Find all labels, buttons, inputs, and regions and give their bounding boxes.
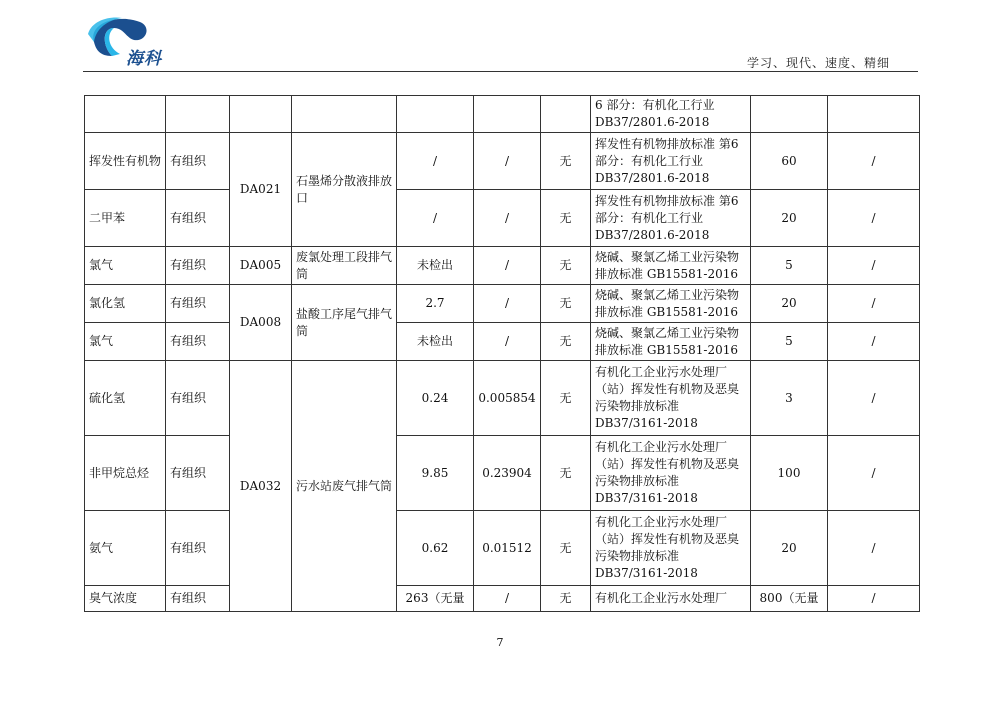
limit-cell: 5 [751,323,828,361]
abnormal-cell [541,96,591,133]
rate-cell: 0.23904 [474,436,541,511]
concentration-cell: / [397,190,474,247]
rate-limit-cell: / [828,436,920,511]
abnormal-cell: 无 [541,511,591,586]
concentration-cell: 9.85 [397,436,474,511]
pollutant-cell: 氯气 [85,323,166,361]
page-number: 7 [496,636,504,649]
abnormal-cell: 无 [541,436,591,511]
table-row [85,361,920,436]
concentration-cell: 未检出 [397,247,474,285]
emission-type-cell: 有组织 [166,511,230,586]
outlet-code-cell: DA021 [230,133,292,247]
concentration-cell: 263（无量 [397,586,474,612]
table-row [85,96,920,133]
concentration-cell: 未检出 [397,323,474,361]
page-header [0,0,1000,75]
pollutant-cell: 挥发性有机物 [85,133,166,190]
limit-cell: 20 [751,190,828,247]
abnormal-cell: 无 [541,586,591,612]
concentration-cell: 0.24 [397,361,474,436]
table-row [85,586,920,612]
limit-cell: 5 [751,247,828,285]
limit-cell: 100 [751,436,828,511]
abnormal-cell: 无 [541,133,591,190]
pollutant-cell: 非甲烷总烃 [85,436,166,511]
limit-cell: 20 [751,285,828,323]
rate-limit-cell: / [828,586,920,612]
rate-limit-cell: / [828,247,920,285]
rate-cell [474,96,541,133]
limit-cell: 3 [751,361,828,436]
abnormal-cell: 无 [541,285,591,323]
rate-limit-cell: / [828,190,920,247]
pollutant-cell: 氨气 [85,511,166,586]
limit-cell: 60 [751,133,828,190]
rate-cell: / [474,285,541,323]
concentration-cell: 0.62 [397,511,474,586]
concentration-cell [397,96,474,133]
emission-type-cell: 有组织 [166,190,230,247]
standard-cell: 有机化工企业污水处理厂（站）挥发性有机物及恶臭污染物排放标准 DB37/3161-2018 [591,436,751,511]
rate-cell: / [474,190,541,247]
standard-cell: 6 部分：有机化工行业 DB37/2801.6-2018 [591,96,751,133]
pollutant-cell: 硫化氢 [85,361,166,436]
pollutant-cell: 氯化氢 [85,285,166,323]
abnormal-cell: 无 [541,323,591,361]
outlet-name-cell: 石墨烯分散液排放口 [292,133,397,247]
table-row [85,511,920,586]
concentration-cell: 2.7 [397,285,474,323]
emission-type-cell: 有组织 [166,247,230,285]
emission-type-cell: 有组织 [166,133,230,190]
standard-cell: 有机化工企业污水处理厂（站）挥发性有机物及恶臭污染物排放标准 DB37/3161-2018 [591,361,751,436]
emission-type-cell: 有组织 [166,361,230,436]
pollutant-cell: 氯气 [85,247,166,285]
table-row [85,285,920,323]
limit-cell [751,96,828,133]
rate-cell: / [474,247,541,285]
emission-type-cell: 有组织 [166,586,230,612]
abnormal-cell: 无 [541,361,591,436]
emission-monitoring-table [84,95,920,612]
emission-type-cell [166,96,230,133]
rate-cell: / [474,586,541,612]
table-row [85,436,920,511]
header-divider [83,71,918,72]
outlet-name-cell: 盐酸工序尾气排气筒 [292,285,397,361]
rate-cell: 0.01512 [474,511,541,586]
header-slogan: 学习、现代、速度、精细 [746,56,890,70]
rate-limit-cell: / [828,361,920,436]
rate-limit-cell [828,96,920,133]
emission-type-cell: 有组织 [166,285,230,323]
limit-cell: 20 [751,511,828,586]
abnormal-cell: 无 [541,247,591,285]
outlet-code-cell: DA005 [230,247,292,285]
outlet-name-cell: 废氯处理工段排气筒 [292,247,397,285]
standard-cell: 烧碱、聚氯乙烯工业污染物排放标准 GB15581-2016 [591,285,751,323]
concentration-cell: / [397,133,474,190]
pollutant-cell [85,96,166,133]
outlet-name-cell [292,96,397,133]
outlet-code-cell: DA032 [230,361,292,612]
rate-cell: 0.005854 [474,361,541,436]
emission-type-cell: 有组织 [166,323,230,361]
rate-cell: / [474,133,541,190]
standard-cell: 烧碱、聚氯乙烯工业污染物排放标准 GB15581-2016 [591,247,751,285]
table-row [85,323,920,361]
outlet-name-cell: 污水站废气排气筒 [292,361,397,612]
abnormal-cell: 无 [541,190,591,247]
rate-limit-cell: / [828,133,920,190]
rate-cell: / [474,323,541,361]
pollutant-cell: 臭气浓度 [85,586,166,612]
outlet-code-cell [230,96,292,133]
limit-cell: 800（无量 [751,586,828,612]
rate-limit-cell: / [828,511,920,586]
standard-cell: 有机化工企业污水处理厂 [591,586,751,612]
logo-text: 海科 [126,49,162,69]
rate-limit-cell: / [828,323,920,361]
standard-cell: 挥发性有机物排放标准 第6部分：有机化工行业 DB37/2801.6-2018 [591,190,751,247]
standard-cell: 挥发性有机物排放标准 第6部分：有机化工行业 DB37/2801.6-2018 [591,133,751,190]
table-row [85,190,920,247]
outlet-code-cell: DA008 [230,285,292,361]
pollutant-cell: 二甲苯 [85,190,166,247]
rate-limit-cell: / [828,285,920,323]
table-row [85,133,920,190]
standard-cell: 烧碱、聚氯乙烯工业污染物排放标准 GB15581-2016 [591,323,751,361]
emission-type-cell: 有组织 [166,436,230,511]
standard-cell: 有机化工企业污水处理厂（站）挥发性有机物及恶臭污染物排放标准 DB37/3161-2018 [591,511,751,586]
table-row [85,247,920,285]
